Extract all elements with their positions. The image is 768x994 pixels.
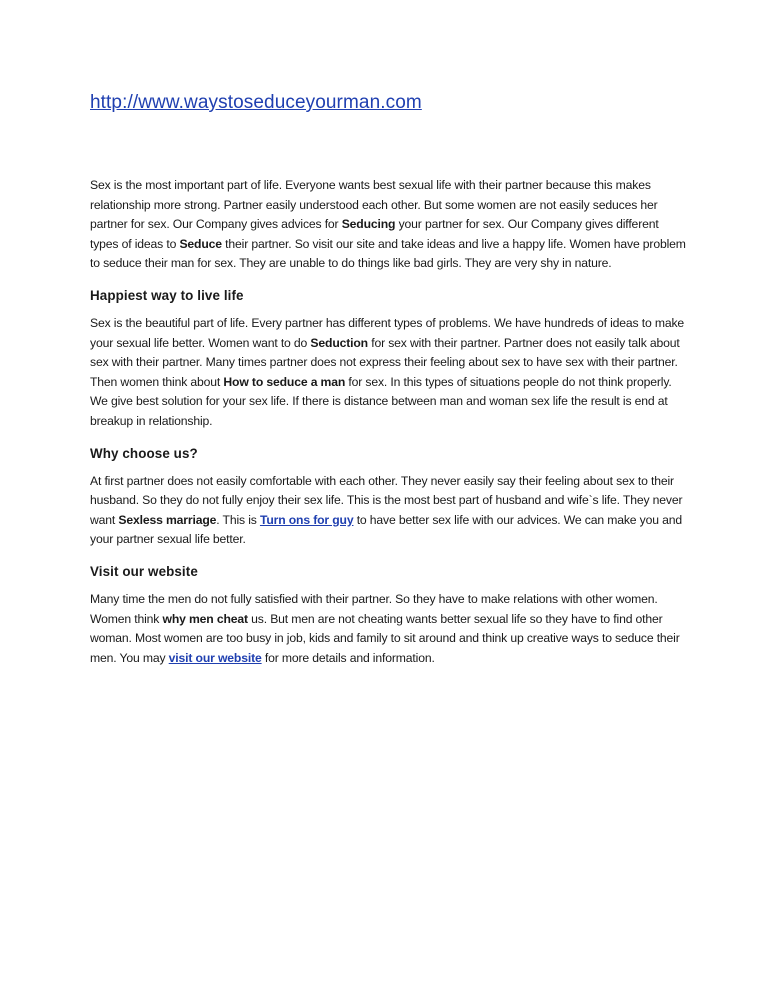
intro-bold-seducing: Seducing bbox=[341, 217, 396, 232]
intro-paragraph bbox=[90, 176, 690, 274]
heading-visit-website: Visit our website bbox=[90, 563, 198, 579]
section1-text-3: for sex. In this types of situations people do not think properly. We give best solution for your sex life. If there is distance between man and woman sex life the result is end at breakup in relationship. bbox=[90, 374, 672, 428]
section3-text-1: Many time the men do not fully satisfied with their partner. So they have to make relations with other women. Women think bbox=[90, 591, 658, 626]
section3-bold-why-men-cheat: why men cheat bbox=[162, 611, 248, 626]
heading-why-choose-us: Why choose us? bbox=[90, 445, 198, 461]
intro-text-3: their partner. So visit our site and take ideas and live a happy life. Women have problem to seduce their man for sex. They are unable to do things like bad girls. They are very shy in nature. bbox=[90, 236, 686, 271]
section2-text-3: to have better sex life with our advices. We can make you and your partner sexual life better. bbox=[90, 512, 682, 547]
intro-bold-seduce: Seduce bbox=[179, 236, 222, 251]
section1-bold-seduction: Seduction bbox=[310, 335, 368, 350]
section1-text-1: Sex is the beautiful part of life. Every partner has different types of problems. We have hundreds of ideas to make your sexual life better. Women want to do bbox=[90, 315, 685, 350]
document-page bbox=[90, 92, 690, 682]
section2-text-1: At first partner does not easily comfortable with each other. They never easily say their feeling about sex to their husband. So they do not fully enjoy their sex life. This is the most best part of husband and wife`s life. They never want bbox=[90, 473, 683, 527]
section2-bold-sexless-marriage: Sexless marriage bbox=[118, 512, 217, 527]
section2-paragraph bbox=[90, 472, 690, 550]
site-url-link[interactable]: http://www.waystoseduceyourman.com bbox=[90, 92, 422, 113]
intro-text-1: Sex is the most important part of life. Everyone wants best sexual life with their partner because this makes relationship more strong. Partner easily understood each other. But some women are not easily seduces her partner for sex. Our Company gives advices for bbox=[90, 178, 658, 232]
section1-bold-how-to-seduce: How to seduce a man bbox=[223, 374, 346, 389]
turn-ons-for-guy-link[interactable]: Turn ons for guy bbox=[259, 512, 354, 527]
heading-happiest-way: Happiest way to live life bbox=[90, 287, 244, 303]
section1-paragraph bbox=[90, 314, 690, 432]
visit-our-website-link[interactable]: visit our website bbox=[168, 650, 262, 665]
section1-text-2: for sex with their partner. Partner does not easily talk about sex with their partner. Many times partner does not express their feeling about sex to have sex with their partner. Then women think about bbox=[90, 335, 680, 389]
intro-text-2: your partner for sex. Our Company gives different types of ideas to bbox=[90, 217, 659, 251]
section3-text-3: for more details and information. bbox=[261, 650, 435, 665]
section3-text-2: us. But men are not cheating wants better sexual life so they have to find other woman. Most women are too busy in job, kids and family to sit around and think up creative ways to seduce their men. You may bbox=[90, 611, 680, 665]
section2-text-2: . This is bbox=[216, 512, 260, 527]
section3-paragraph bbox=[90, 590, 690, 668]
